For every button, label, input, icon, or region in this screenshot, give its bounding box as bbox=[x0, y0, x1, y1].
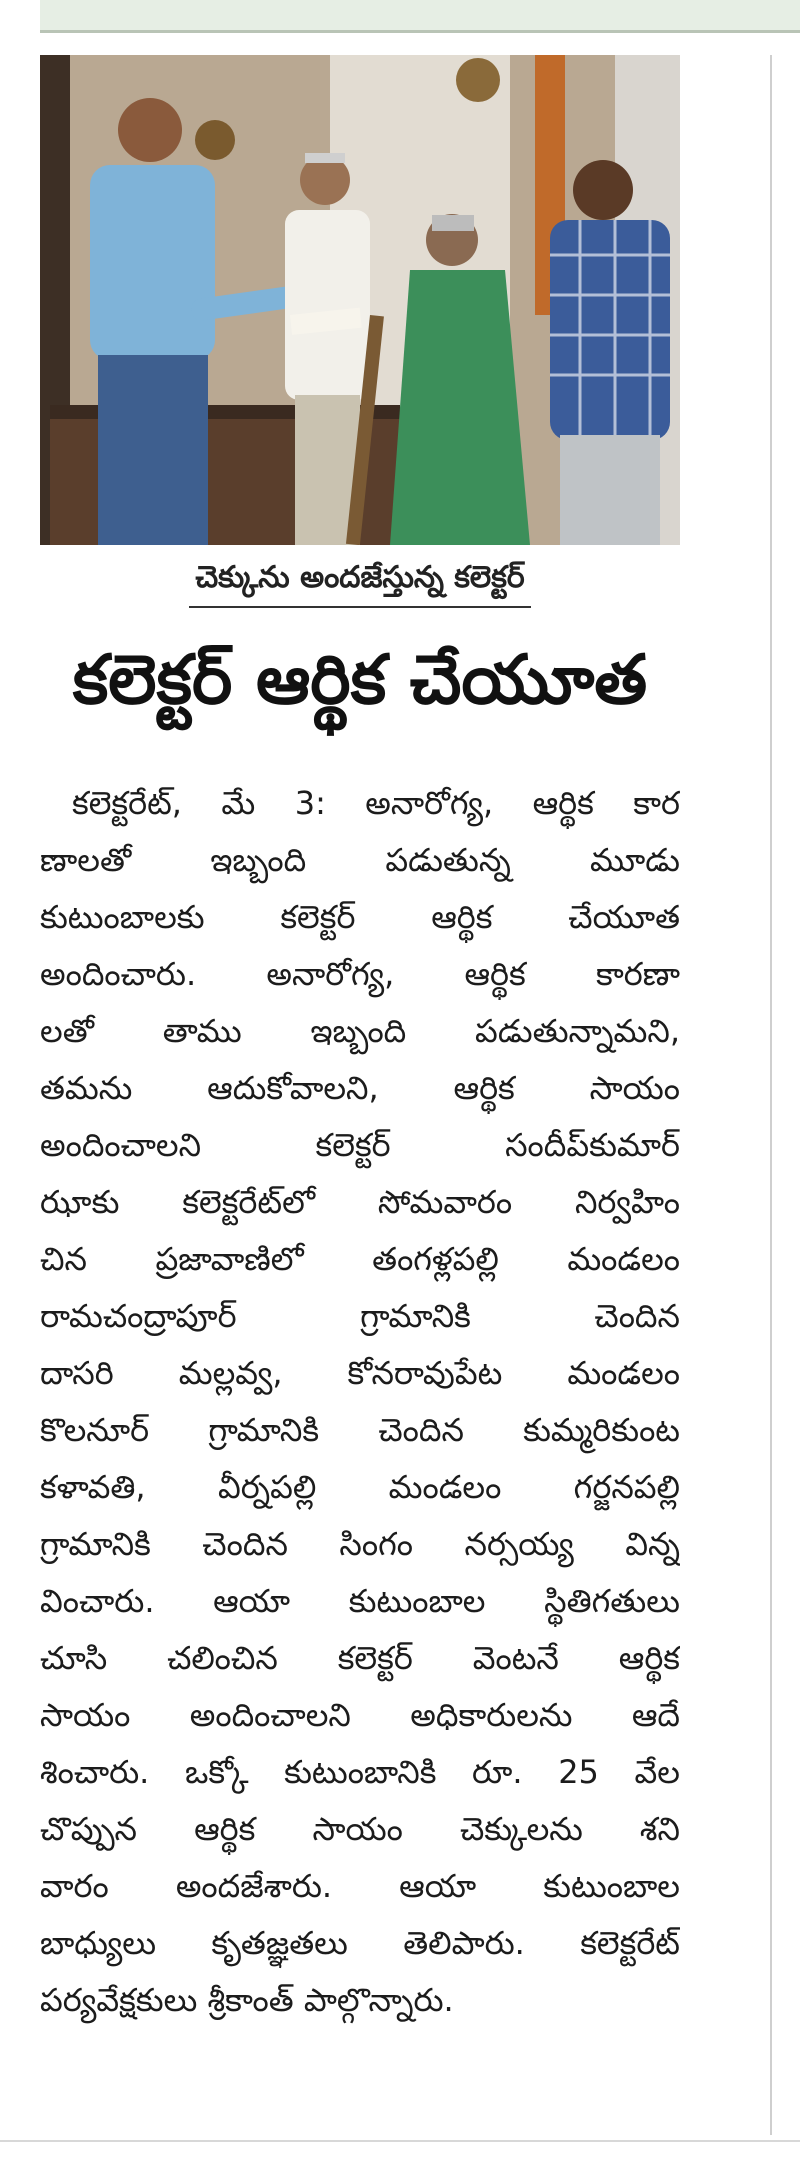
top-band bbox=[0, 0, 800, 40]
body-line: కలెక్టరేట్, మే 3: అనారోగ్య, ఆర్థిక కార bbox=[72, 784, 680, 822]
body-line: వారం అందజేశారు. ఆయా కుటుంబాల bbox=[40, 1867, 680, 1905]
body-line: రామచంద్రాపూర్ గ్రామానికి చెందిన bbox=[40, 1297, 680, 1335]
body-line: గ్రామానికి చెందిన సింగం నర్సయ్య విన్న bbox=[40, 1525, 680, 1563]
body-line: చొప్పున ఆర్థిక సాయం చెక్కులను శని bbox=[40, 1810, 680, 1848]
body-line: దాసరి మల్లవ్వ, కోనరావుపేట మండలం bbox=[40, 1354, 680, 1392]
article-photo bbox=[40, 55, 680, 545]
body-line: కొలనూర్ గ్రామానికి చెందిన కుమ్మరికుంట bbox=[40, 1411, 680, 1449]
body-line: లతో తాము ఇబ్బంది పడుతున్నామని, bbox=[40, 1012, 680, 1050]
body-line: సాయం అందించాలని అధికారులను ఆదే bbox=[40, 1696, 680, 1734]
column-rule bbox=[770, 55, 772, 2135]
body-line: అందించారు. అనారోగ్య, ఆర్థిక కారణా bbox=[40, 955, 680, 993]
body-line: కుటుంబాలకు కలెక్టర్ ఆర్థిక చేయూత bbox=[40, 898, 680, 936]
body-line: ఝాకు కలెక్టరేట్‌లో సోమవారం నిర్వహిం bbox=[40, 1183, 680, 1221]
body-line: కళావతి, వీర్నపల్లి మండలం గర్జనపల్లి bbox=[40, 1468, 680, 1506]
body-line: తమను ఆదుకోవాలని, ఆర్థిక సాయం bbox=[40, 1069, 680, 1107]
header-strip bbox=[40, 0, 800, 33]
body-line: అందించాలని కలెక్టర్ సందీప్‌కుమార్ bbox=[40, 1126, 680, 1164]
article-headline: కలెక్టర్ ఆర్థిక చేయూత bbox=[72, 640, 648, 720]
article-body bbox=[40, 775, 680, 2029]
body-line: చిన ప్రజావాణిలో తంగళ్లపల్లి మండలం bbox=[40, 1240, 680, 1278]
photo-illustration bbox=[40, 55, 680, 545]
bottom-rule bbox=[0, 2140, 800, 2142]
photo-caption-text: చెక్కును అందజేస్తున్న కలెక్టర్ bbox=[189, 560, 530, 608]
body-line: ణాలతో ఇబ్బంది పడుతున్న మూడు bbox=[40, 841, 680, 879]
body-line: పర్యవేక్షకులు శ్రీకాంత్ పాల్గొన్నారు. bbox=[40, 1981, 454, 2019]
body-line: శించారు. ఒక్కో కుటుంబానికి రూ. 25 వేల bbox=[40, 1753, 680, 1791]
body-line: బాధ్యులు కృతజ్ఞతలు తెలిపారు. కలెక్టరేట్ bbox=[40, 1924, 680, 1962]
news-article bbox=[40, 55, 680, 2135]
photo-caption bbox=[40, 555, 680, 613]
body-line: వించారు. ఆయా కుటుంబాల స్థితిగతులు bbox=[40, 1582, 680, 1620]
body-line: చూసి చలించిన కలెక్టర్ వెంటనే ఆర్థిక bbox=[40, 1639, 680, 1677]
